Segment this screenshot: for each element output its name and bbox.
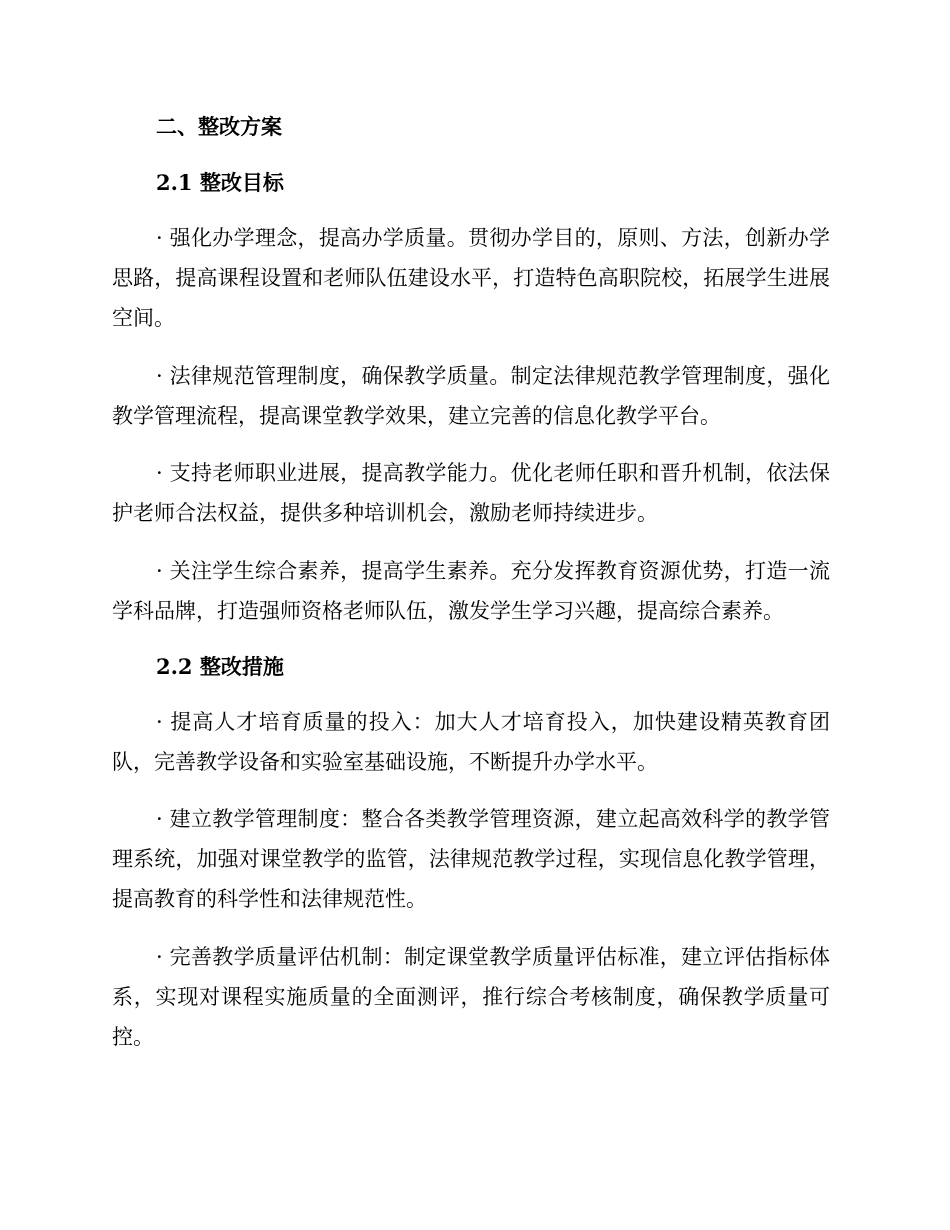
target-paragraph-2: · 法律规范管理制度，确保教学质量。制定法律规范教学管理制度，强化教学管理流程，提高课堂教学效果，建立完善的信息化教学平台。 [112, 364, 830, 428]
subsection-title-measures: 2.2 整改措施 [156, 654, 284, 679]
target-paragraph-3: · 支持老师职业进展，提高教学能力。优化老师任职和晋升机制，依法保护老师合法权益，提供多种培训机会，激励老师持续进步。 [112, 461, 830, 525]
subsection-title-targets: 2.1 整改目标 [156, 170, 284, 195]
target-paragraph-1: · 强化办学理念，提高办学质量。贯彻办学目的，原则、方法，创新办学思路，提高课程设置和老师队伍建设水平，打造特色高职院校，拓展学生进展空间。 [112, 226, 830, 330]
measure-paragraph-1: · 提高人才培育质量的投入：加大人才培育投入，加快建设精英教育团队，完善教学设备和实验室基础设施，不断提升办学水平。 [112, 710, 830, 774]
target-paragraph-4: · 关注学生综合素养，提高学生素养。充分发挥教育资源优势，打造一流学科品牌，打造强师资格老师队伍，激发学生学习兴趣，提高综合素养。 [112, 559, 830, 623]
measure-paragraph-3: · 完善教学质量评估机制：制定课堂教学质量评估标准，建立评估指标体系，实现对课程实施质量的全面测评，推行综合考核制度，确保教学质量可控。 [112, 945, 830, 1049]
measure-paragraph-2: · 建立教学管理制度：整合各类教学管理资源，建立起高效科学的教学管理系统，加强对课堂教学的监管，法律规范教学过程，实现信息化教学管理，提高教育的科学性和法律规范性。 [112, 807, 830, 911]
section-title: 二、整改方案 [156, 114, 282, 139]
